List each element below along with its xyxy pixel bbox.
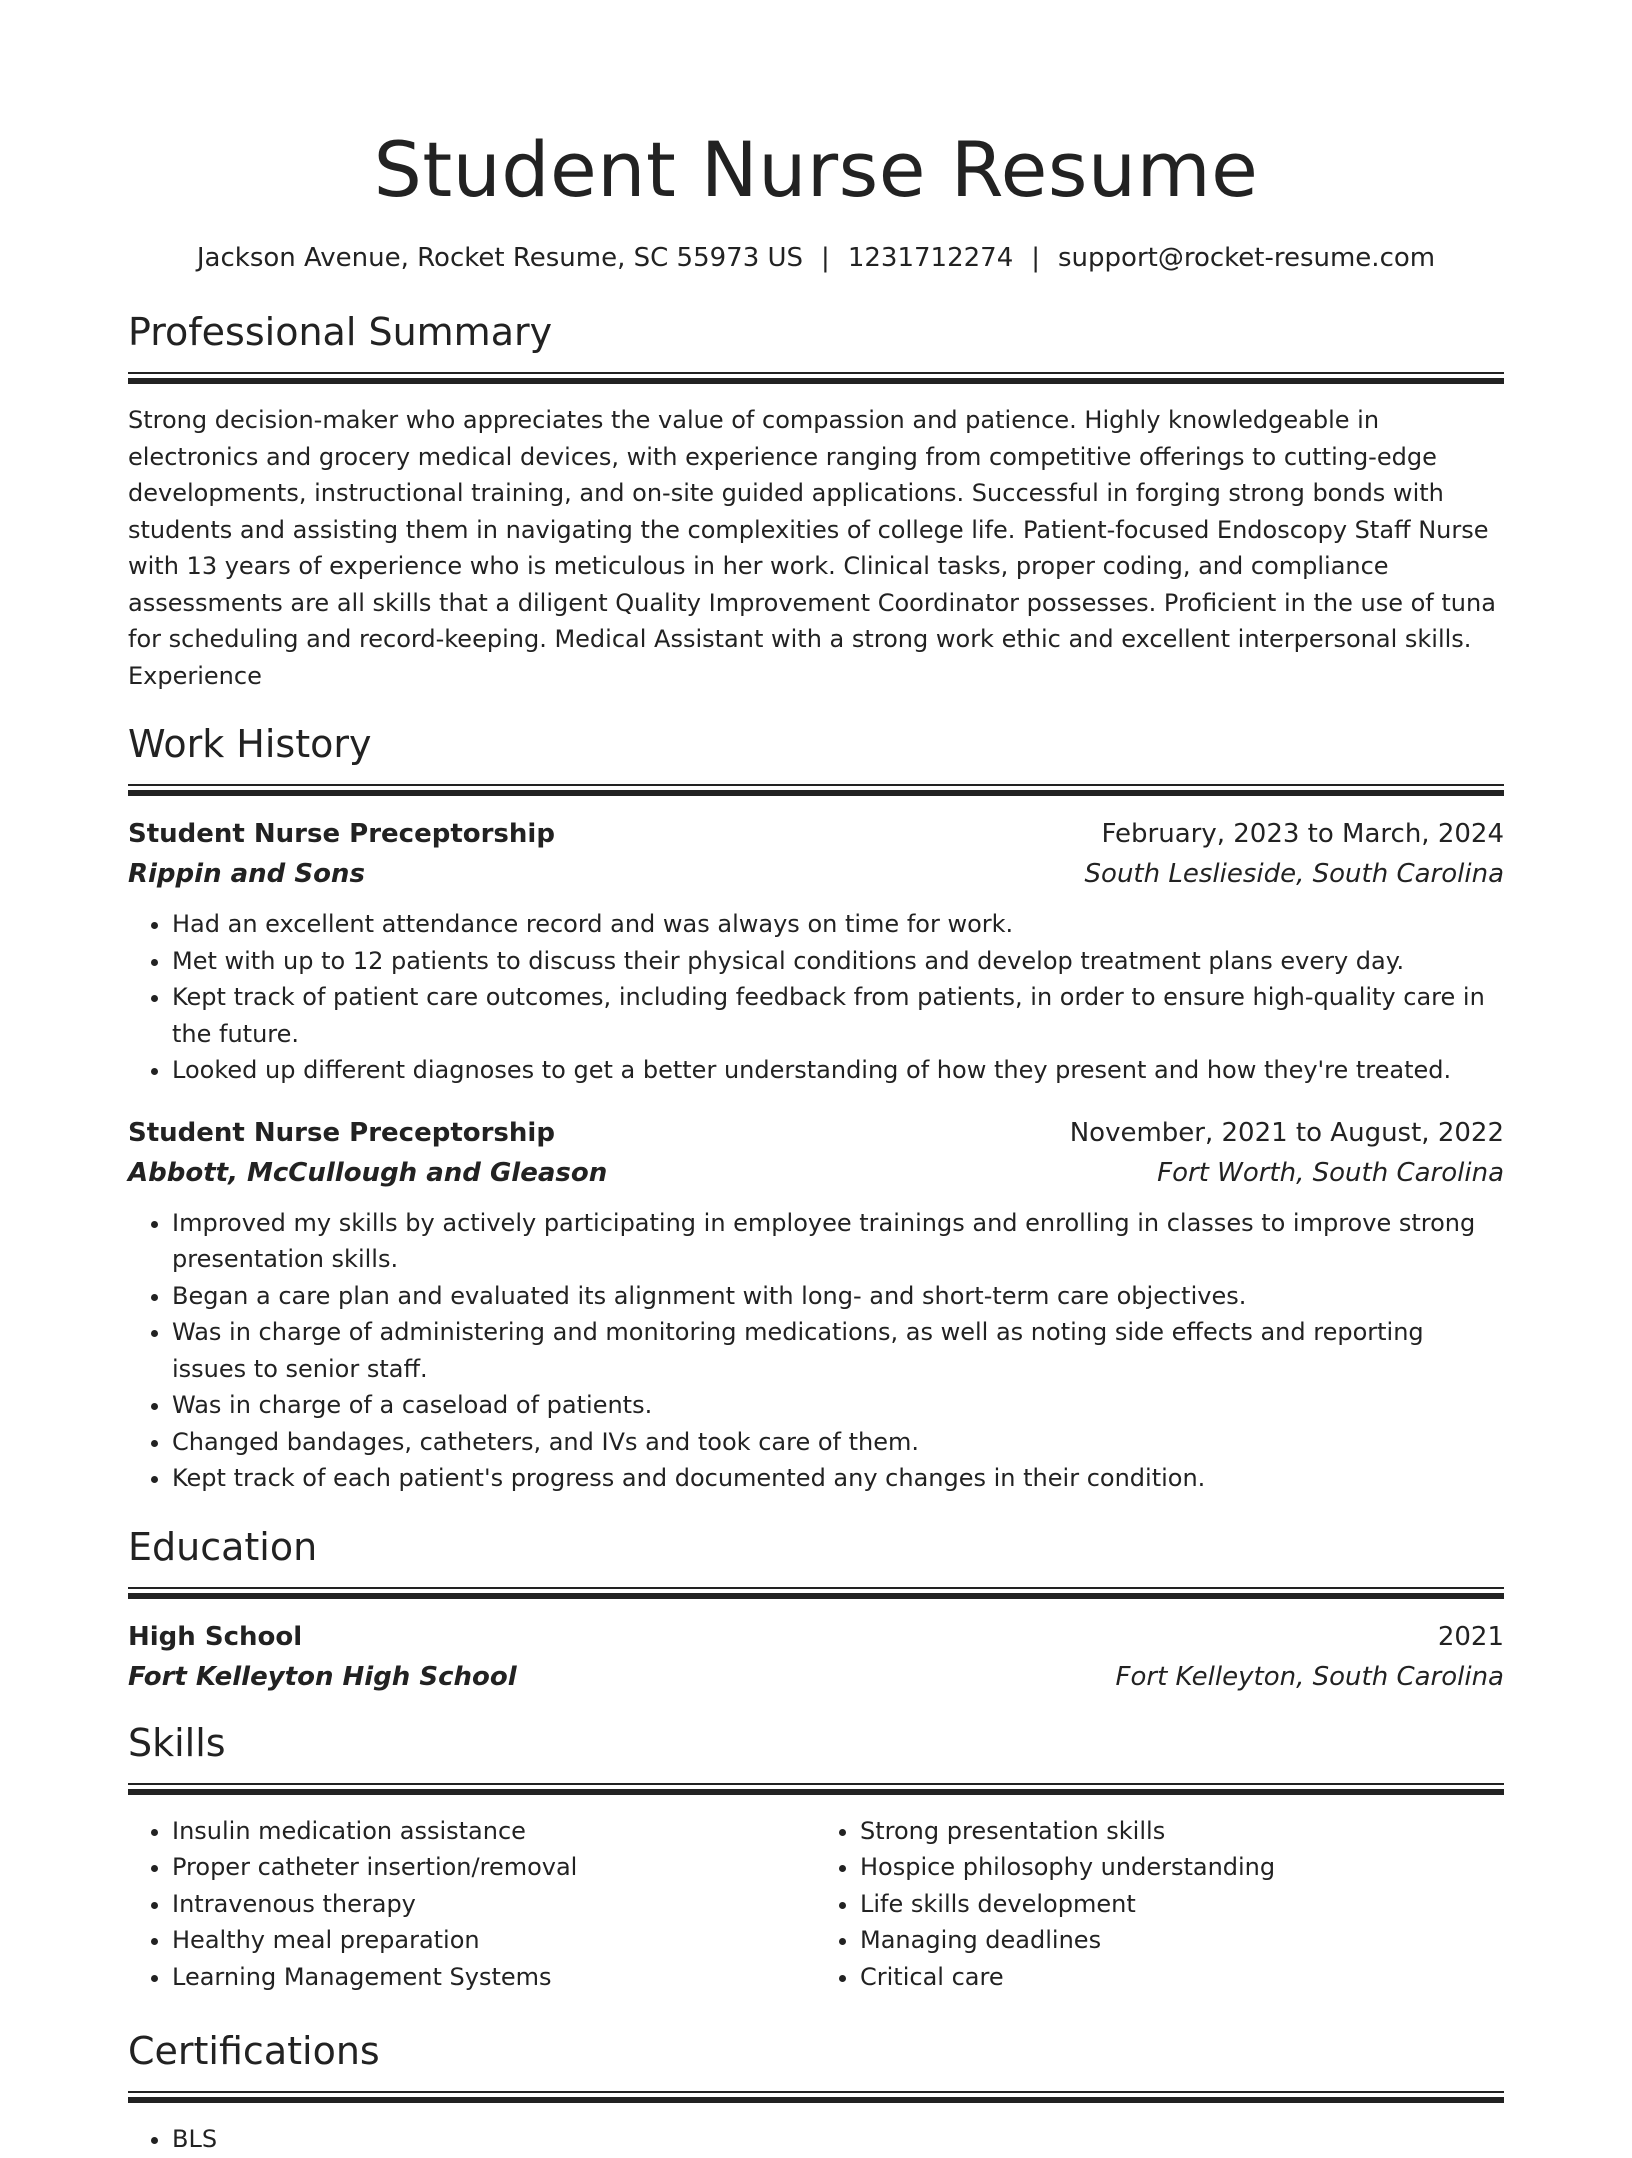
- job-title-row: [128, 1113, 1504, 1153]
- job-bullets: [128, 906, 1504, 1089]
- summary-section: [128, 306, 1504, 694]
- contact-separator: |: [821, 243, 830, 273]
- contact-separator: |: [1031, 243, 1040, 273]
- contact-email: support@rocket-resume.com: [1058, 243, 1436, 273]
- section-divider: [128, 1783, 1504, 1795]
- job-bullet: • Began a care plan and evaluated its alignment with long- and short-term care objectives.: [172, 1278, 1504, 1315]
- job-dates: November, 2021 to August, 2022: [1069, 1117, 1504, 1148]
- skills-column-left: [128, 1813, 816, 1996]
- job-company-row: [128, 854, 1504, 894]
- job-location: Fort Worth, South Carolina: [1157, 1157, 1504, 1188]
- job-title-row: [128, 814, 1504, 854]
- skill-item: • Learning Management Systems: [172, 1959, 816, 1996]
- skill-item: • Life skills development: [860, 1886, 1504, 1923]
- skills-section: [128, 1717, 1504, 1996]
- certifications-section: [128, 2025, 1504, 2158]
- education-degree-row: [128, 1617, 1504, 1657]
- job-bullet: • Improved my skills by actively participating in employee trainings and enrolling in classes to improve strong presentation skills.: [172, 1205, 1504, 1278]
- job-bullet: • Was in charge of administering and monitoring medications, as well as noting side effects and reporting issues to senior staff.: [172, 1314, 1504, 1387]
- skill-item: • Managing deadlines: [860, 1922, 1504, 1959]
- skill-item: • Healthy meal preparation: [172, 1922, 816, 1959]
- section-heading-education: Education: [128, 1524, 318, 1569]
- section-divider: [128, 372, 1504, 384]
- education-year: 2021: [1437, 1621, 1504, 1652]
- contact-address: Jackson Avenue, Rocket Resume, SC 55973 US: [196, 243, 804, 273]
- skills-column-right: [816, 1813, 1504, 1996]
- contact-phone: 1231712274: [847, 243, 1014, 273]
- section-divider: [128, 784, 1504, 796]
- job-title: Student Nurse Preceptorship: [128, 1117, 555, 1148]
- job-company: Rippin and Sons: [128, 859, 365, 889]
- section-heading-certifications: Certifications: [128, 2029, 380, 2073]
- job-company-row: [128, 1153, 1504, 1193]
- job-bullet: • Kept track of patient care outcomes, including feedback from patients, in order to ensure high-quality care in the future.: [172, 979, 1504, 1052]
- education-school-row: [128, 1657, 1504, 1697]
- job-entry: [128, 814, 1504, 1089]
- skill-item: • Hospice philosophy understanding: [860, 1849, 1504, 1886]
- job-bullet: • Kept track of each patient's progress and documented any changes in their condition.: [172, 1460, 1504, 1497]
- work-history-section: [128, 718, 1504, 1497]
- job-bullets: [128, 1205, 1504, 1497]
- education-location: Fort Kelleyton, South Carolina: [1115, 1661, 1504, 1692]
- skills-grid: [128, 1813, 1504, 1996]
- summary-text: Strong decision-maker who appreciates the value of compassion and patience. Highly knowledgeable in electronics and grocery medical devices, with experience ranging from competitive offerings to cutting-edge developments, instructional training, and on-site guided applications. Successful in forging strong bonds with students and assisting them in navigating the complexities of college life. Patient-focused Endoscopy Staff Nurse with 13 years of experience who is meticulous in her work. Clinical tasks, proper coding, and compliance assessments are all skills that a diligent Quality Improvement Coordinator possesses. Proficient in the use of tuna for scheduling and record-keeping. Medical Assistant with a strong work ethic and excellent interpersonal skills. Experience: [128, 406, 1496, 690]
- skill-item: • Insulin medication assistance: [172, 1813, 816, 1850]
- job-bullet: • Looked up different diagnoses to get a better understanding of how they present and how they're treated.: [172, 1052, 1504, 1089]
- skill-item: • Intravenous therapy: [172, 1886, 816, 1923]
- job-entry: [128, 1113, 1504, 1497]
- certification-item: • BLS: [172, 2121, 1504, 2158]
- job-bullet: • Met with up to 12 patients to discuss their physical conditions and develop treatment plans every day.: [172, 943, 1504, 980]
- education-school: Fort Kelleyton High School: [128, 1661, 517, 1692]
- job-title: Student Nurse Preceptorship: [128, 819, 555, 849]
- section-heading-work: Work History: [128, 722, 372, 766]
- section-divider: [128, 2091, 1504, 2103]
- education-section: [128, 1521, 1504, 1697]
- job-bullet: • Changed bandages, catheters, and IVs and took care of them.: [172, 1424, 1504, 1461]
- resume-title: Student Nurse Resume: [373, 125, 1259, 214]
- education-degree: High School: [128, 1621, 303, 1652]
- contact-line: [128, 240, 1504, 276]
- job-bullet: • Had an excellent attendance record and was always on time for work.: [172, 906, 1504, 943]
- certifications-list: [128, 2121, 1504, 2158]
- section-heading-summary: Professional Summary: [128, 310, 553, 354]
- job-bullet: • Was in charge of a caseload of patients.: [172, 1387, 1504, 1424]
- job-location: South Leslieside, South Carolina: [1084, 859, 1504, 889]
- skill-item: • Proper catheter insertion/removal: [172, 1849, 816, 1886]
- resume-page: [128, 0, 1504, 2158]
- section-divider: [128, 1587, 1504, 1599]
- section-heading-skills: Skills: [128, 1720, 226, 1765]
- job-company: Abbott, McCullough and Gleason: [128, 1157, 608, 1188]
- job-dates: February, 2023 to March, 2024: [1101, 819, 1504, 849]
- skill-item: • Critical care: [860, 1959, 1504, 1996]
- skill-item: • Strong presentation skills: [860, 1813, 1504, 1850]
